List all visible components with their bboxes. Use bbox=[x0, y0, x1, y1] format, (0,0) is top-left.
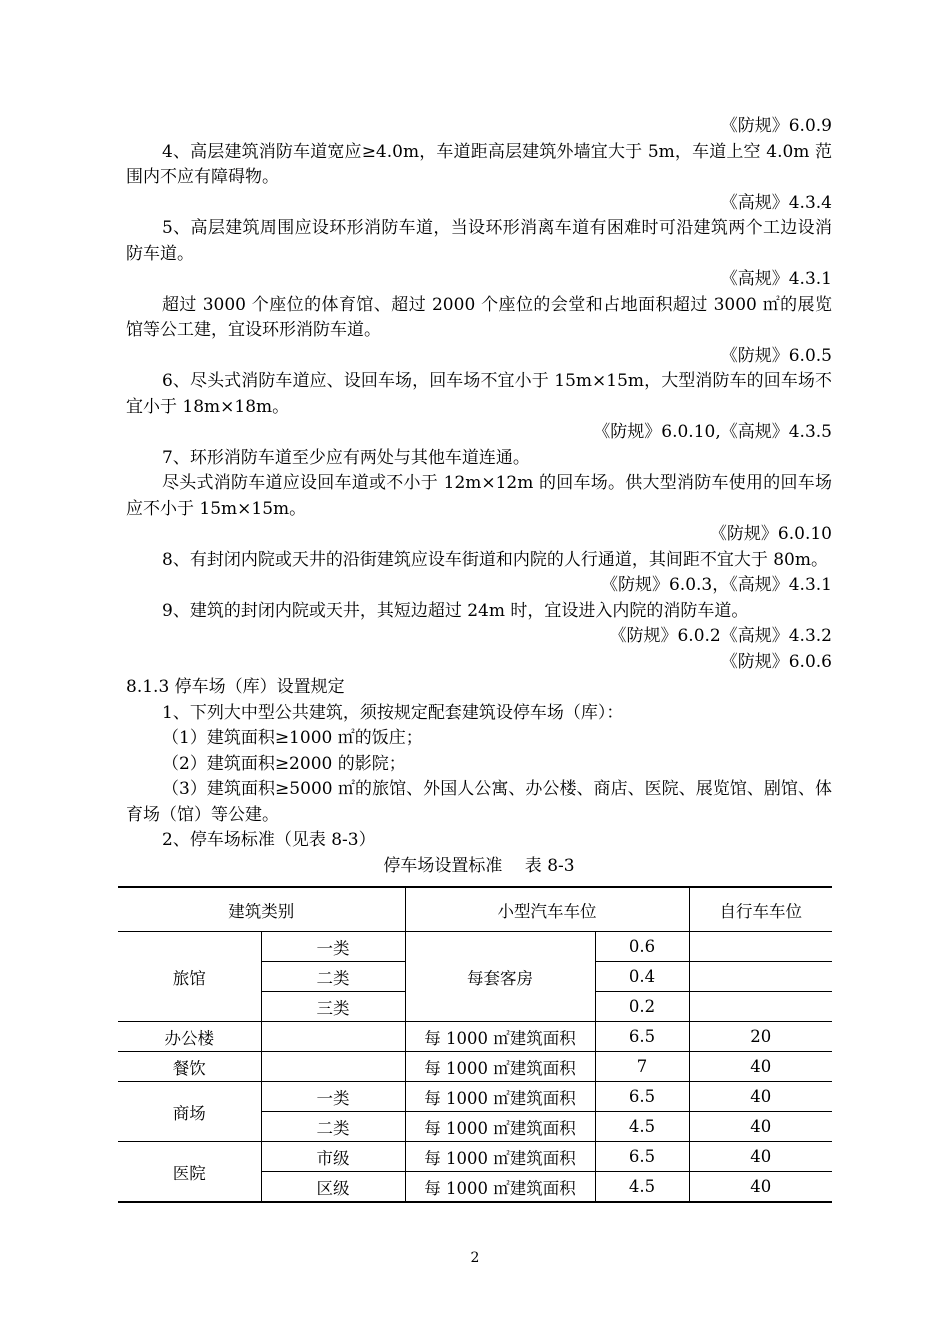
subcategory-cell bbox=[261, 1052, 405, 1082]
unit-cell: 每 1000 ㎡建筑面积 bbox=[405, 1052, 595, 1082]
bike-cell: 40 bbox=[689, 1172, 832, 1203]
table-row bbox=[118, 1082, 832, 1112]
car-cell: 0.2 bbox=[595, 992, 689, 1022]
paragraph: 1、下列大中型公共建筑，须按规定配套建筑设停车场（库）： bbox=[162, 702, 624, 723]
paragraph: 8、有封闭内院或天井的沿街建筑应设车街道和内院的人行通道，其间距不宜大于 80m。 bbox=[162, 549, 828, 570]
citation: 《防规》6.0.6 bbox=[720, 651, 832, 672]
paragraph: 6、尽头式消防车道应、设回车场，回车场不宜小于 15m×15m，大型消防车的回车场不宜小于 18m×18m。 bbox=[126, 371, 832, 417]
subcategory-cell: 一类 bbox=[261, 932, 405, 962]
subcategory-cell: 区级 bbox=[261, 1172, 405, 1203]
paragraph: 4、高层建筑消防车道宽应≥4.0m，车道距高层建筑外墙宜大于 5m，车道上空 4.0m 范围内不应有障碍物。 bbox=[126, 141, 832, 187]
subcategory-cell bbox=[261, 1022, 405, 1052]
parking-standard-table bbox=[118, 886, 832, 1203]
citation: 《防规》6.0.9 bbox=[720, 116, 832, 136]
car-cell: 4.5 bbox=[595, 1172, 689, 1203]
category-cell: 医院 bbox=[118, 1142, 261, 1203]
citation: 《高规》4.3.4 bbox=[720, 192, 832, 213]
subcategory-cell: 二类 bbox=[261, 962, 405, 992]
paragraph: 超过 3000 个座位的体育馆、超过 2000 个座位的会堂和占地面积超过 3000 ㎡的展览馆等公工建，宜设环形消防车道。 bbox=[126, 294, 832, 340]
page-number: 2 bbox=[470, 1250, 480, 1266]
bike-cell: 20 bbox=[689, 1022, 832, 1052]
table-caption: 停车场设置标准 表 8-3 bbox=[383, 855, 575, 876]
car-cell: 7 bbox=[595, 1052, 689, 1082]
citation: 《高规》4.3.1 bbox=[720, 269, 832, 289]
unit-cell: 每 1000 ㎡建筑面积 bbox=[405, 1172, 595, 1203]
bike-cell bbox=[689, 992, 832, 1022]
citation: 《防规》6.0.10,《高规》4.3.5 bbox=[593, 422, 832, 442]
list-item: （1）建筑面积≥1000 ㎡的饭庄； bbox=[162, 728, 423, 748]
subcategory-cell: 三类 bbox=[261, 992, 405, 1022]
car-cell: 6.5 bbox=[595, 1022, 689, 1052]
unit-cell: 每 1000 ㎡建筑面积 bbox=[405, 1082, 595, 1112]
table-row bbox=[118, 932, 832, 962]
car-cell: 0.6 bbox=[595, 932, 689, 962]
header-cell: 自行车车位 bbox=[689, 887, 832, 932]
section-heading: 8.1.3 停车场（库）设置规定 bbox=[126, 677, 345, 697]
paragraph: 5、高层建筑周围应设环形消防车道，当设环形消离车道有困难时可沿建筑两个工边设消防车道。 bbox=[126, 218, 832, 264]
unit-cell: 每套客房 bbox=[405, 932, 595, 1022]
subcategory-cell: 二类 bbox=[261, 1112, 405, 1142]
body-text bbox=[126, 114, 832, 879]
list-item: （3）建筑面积≥5000 ㎡的旅馆、外国人公寓、办公楼、商店、医院、展览馆、剧馆、体育场（馆）等公建。 bbox=[126, 779, 832, 825]
car-cell: 6.5 bbox=[595, 1082, 689, 1112]
citation: 《防规》6.0.10 bbox=[709, 524, 832, 544]
header-cell: 建筑类别 bbox=[118, 887, 405, 932]
bike-cell: 40 bbox=[689, 1082, 832, 1112]
category-cell: 旅馆 bbox=[118, 932, 261, 1022]
paragraph: 2、停车场标准（见表 8-3） bbox=[162, 830, 376, 850]
citation: 《防规》6.0.2《高规》4.3.2 bbox=[609, 626, 832, 646]
table-row bbox=[118, 1022, 832, 1052]
car-cell: 0.4 bbox=[595, 962, 689, 992]
citation: 《防规》6.0.5 bbox=[720, 345, 832, 366]
category-cell: 办公楼 bbox=[118, 1022, 261, 1052]
bike-cell: 40 bbox=[689, 1112, 832, 1142]
bike-cell bbox=[689, 962, 832, 992]
bike-cell bbox=[689, 932, 832, 962]
bike-cell: 40 bbox=[689, 1052, 832, 1082]
category-cell: 餐饮 bbox=[118, 1052, 261, 1082]
paragraph: 尽头式消防车道应设回车道或不小于 12m×12m 的回车场。供大型消防车使用的回车场应不小于 15m×15m。 bbox=[126, 473, 832, 519]
unit-cell: 每 1000 ㎡建筑面积 bbox=[405, 1142, 595, 1172]
table-row bbox=[118, 1052, 832, 1082]
subcategory-cell: 市级 bbox=[261, 1142, 405, 1172]
list-item: （2）建筑面积≥2000 的影院； bbox=[162, 753, 406, 774]
subcategory-cell: 一类 bbox=[261, 1082, 405, 1112]
table-row bbox=[118, 1142, 832, 1172]
header-cell: 小型汽车车位 bbox=[405, 887, 689, 932]
paragraph: 7、环形消防车道至少应有两处与其他车道连通。 bbox=[162, 447, 530, 468]
paragraph: 9、建筑的封闭内院或天井，其短边超过 24m 时，宜设进入内院的消防车道。 bbox=[162, 600, 749, 621]
car-cell: 6.5 bbox=[595, 1142, 689, 1172]
car-cell: 4.5 bbox=[595, 1112, 689, 1142]
unit-cell: 每 1000 ㎡建筑面积 bbox=[405, 1022, 595, 1052]
category-cell: 商场 bbox=[118, 1082, 261, 1142]
bike-cell: 40 bbox=[689, 1142, 832, 1172]
citation: 《防规》6.0.3，《高规》4.3.1 bbox=[600, 575, 832, 595]
unit-cell: 每 1000 ㎡建筑面积 bbox=[405, 1112, 595, 1142]
table-header-row bbox=[118, 887, 832, 932]
